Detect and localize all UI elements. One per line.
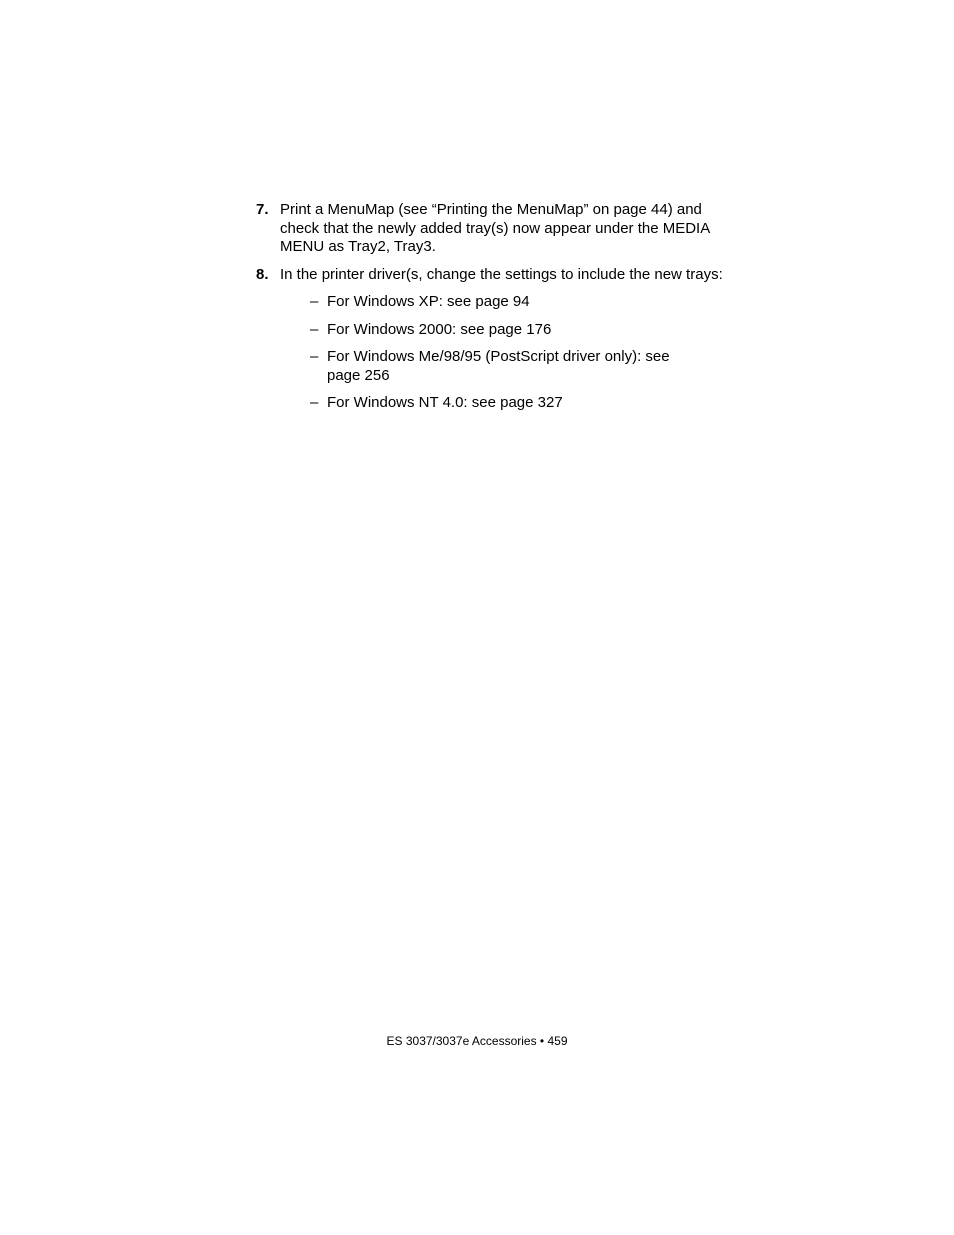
step-number: 7. [256, 201, 269, 218]
dash-bullet: – [310, 348, 319, 365]
dash-bullet: – [310, 394, 319, 411]
sublist-item-windows-nt [310, 394, 726, 413]
step-8 [256, 266, 726, 285]
sublist-item-text: For Windows 2000: see page 176 [327, 320, 552, 338]
driver-sublist [256, 293, 726, 413]
dash-bullet: – [310, 293, 319, 310]
page-footer: ES 3037/3037e Accessories • 459 [386, 1034, 568, 1048]
step-text: In the printer driver(s, change the settings to include the new trays: [280, 265, 723, 283]
dash-bullet: – [310, 320, 319, 338]
sublist-item-windows-me-98-95 [310, 348, 726, 385]
sublist-item-text: For Windows NT 4.0: see page 327 [327, 394, 563, 411]
step-number: 8. [256, 265, 269, 283]
step-text: Print a MenuMap (see “Printing the MenuMap” on page 44) and check that the newly added tray(s) now appear under the MEDIA MENU as Tray2, Tray3. [280, 201, 710, 255]
sublist-item-text: For Windows XP: see page 94 [327, 293, 530, 310]
sublist-item-windows-xp [310, 293, 726, 312]
instruction-list [256, 201, 726, 422]
step-7 [256, 201, 726, 257]
sublist-item-windows-2000 [310, 321, 726, 340]
sublist-item-text: For Windows Me/98/95 (PostScript driver only): see page 256 [327, 348, 670, 384]
